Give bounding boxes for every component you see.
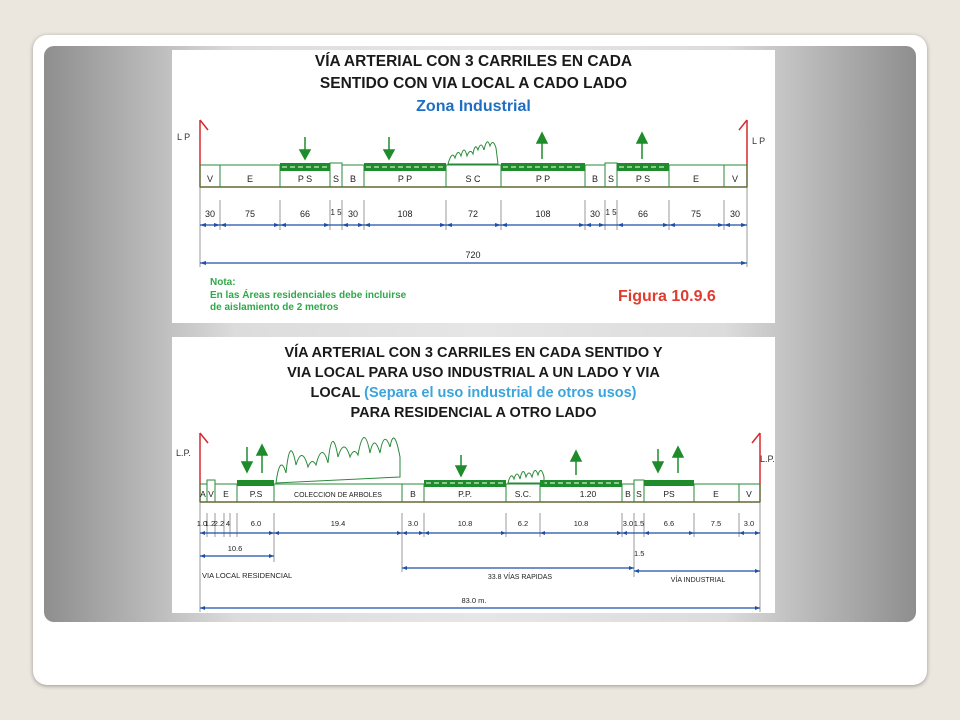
arrow-up-icon (673, 447, 683, 473)
dimension-value: 6.6 (663, 519, 675, 528)
dimension-value: 1.5 (633, 519, 645, 528)
arrow-up-icon (637, 133, 647, 159)
diagram2-title-line1: VÍA ARTERIAL CON 3 CARRILES EN CADA SENTIDO Y (284, 345, 663, 361)
zone-label: V (208, 489, 214, 499)
title-parenthetical: (Separa el uso industrial de otros usos) (364, 385, 637, 401)
arrow-up-icon (571, 451, 581, 475)
figure-label: Figura 10.9.6 (618, 288, 716, 305)
group-dimension-value: 33.8 VÍAS RAPIDAS (487, 574, 553, 581)
note-line: de aislamiento de 2 metros (210, 302, 339, 313)
dimension-value: 7.5 (710, 519, 722, 528)
diagram2-title-line2: VIA LOCAL PARA USO INDUSTRIAL A UN LADO Y VIA (287, 365, 660, 381)
dimension-value: 3.0 (407, 519, 419, 528)
zone-label: E (246, 174, 254, 184)
arrow-up-icon (257, 445, 267, 473)
dimension-value: 66 (299, 209, 311, 219)
zone-label: B (410, 489, 416, 499)
dimension-value: 30 (204, 209, 216, 219)
lp-label-right: L.P. (760, 454, 775, 464)
zone-label: B (349, 174, 357, 184)
note-line: En las Áreas residenciales debe incluirse (210, 289, 407, 301)
zone-label: A (200, 489, 206, 499)
dimension-value: 10.8 (573, 519, 589, 528)
zone-label: B (625, 489, 631, 499)
zone-label: 1.20 (579, 489, 597, 499)
pavement-ps (237, 480, 274, 486)
zone-label: S C (465, 174, 481, 184)
zone-label: P P (397, 174, 413, 184)
tree-vegetation (276, 437, 400, 483)
zone-label: S (607, 174, 615, 184)
dimension-value: 108 (397, 209, 413, 219)
zone-label: E (692, 174, 700, 184)
zone-label: S (636, 489, 642, 499)
zone-label: V (731, 174, 739, 184)
diagram-panel-1 (172, 50, 775, 323)
dimension-value: 30 (347, 209, 359, 219)
dimension-value: 72 (467, 209, 479, 219)
diagram1-subtitle: Zona Industrial (416, 98, 531, 115)
dimension-value: 2.2 (213, 519, 225, 528)
total-dimension-value: 720 (465, 250, 481, 260)
dimension-value: 66 (637, 209, 649, 219)
zone-label: P.S (249, 489, 263, 499)
dimension-value: 3.0 (743, 519, 755, 528)
arrow-down-icon (242, 447, 252, 472)
arrow-up-icon (537, 133, 547, 159)
note-line: Nota: (210, 277, 236, 288)
dimension-value: 1.2 (204, 519, 216, 528)
arrow-down-icon (653, 449, 663, 472)
tree-vegetation (448, 142, 498, 164)
zone-label: E (223, 489, 229, 499)
dimension-value: 30 (729, 209, 741, 219)
zone-label: PS (663, 489, 675, 499)
arrow-down-icon (300, 137, 310, 159)
zone-label: COLECCION DE ARBOLES (294, 492, 382, 499)
diagram-panel-2 (172, 337, 775, 613)
dimension-value: 1.0 (196, 519, 208, 528)
group-dimension-value: 10.6 (227, 544, 243, 553)
zone-label: V (206, 174, 214, 184)
dimension-value: 75 (690, 209, 702, 219)
dimension-value: 10.8 (457, 519, 473, 528)
lp-label-left: L P (177, 132, 191, 142)
arrow-down-icon (456, 455, 466, 476)
dimension-value: 6.0 (250, 519, 262, 528)
dimension-value: 19.4 (330, 519, 346, 528)
arrow-down-icon (384, 137, 394, 159)
group-dimension-value: 1.5 (634, 549, 645, 558)
dimension-value: 4 (225, 519, 231, 528)
total-dimension-value: 83.0 m. (461, 596, 487, 605)
pavement-ps (644, 480, 694, 486)
zone-label: E (713, 489, 719, 499)
zone-label: P P (535, 174, 551, 184)
tree-vegetation (508, 470, 544, 483)
diagram1-title-line2: SENTIDO CON VIA LOCAL A CADO LADO (319, 75, 628, 92)
diagram2-cross-section (172, 337, 775, 613)
note-text (210, 277, 406, 315)
zone-label: P S (635, 174, 651, 184)
zone-label: P.P. (458, 489, 472, 499)
dimension-value: 1 5 (605, 208, 617, 217)
zone-label: P S (297, 174, 313, 184)
zone-label: B (591, 174, 599, 184)
dimension-value: 3.0 (622, 519, 634, 528)
group-label: VIA LOCAL RESIDENCIAL (202, 571, 293, 580)
zone-label: V (746, 489, 752, 499)
dimension-value: 30 (589, 209, 601, 219)
title-text: LOCAL (310, 385, 365, 401)
diagram2-title-line4: PARA RESIDENCIAL A OTRO LADO (350, 405, 597, 421)
group-label: VÍA INDUSTRIAL (670, 577, 726, 584)
dimension-value: 75 (244, 209, 256, 219)
lp-label-left: L.P. (176, 448, 191, 458)
dimension-value: 1 5 (330, 208, 342, 217)
zone-label: S (332, 174, 340, 184)
zone-label: S.C. (514, 489, 532, 499)
dimension-value: 6.2 (517, 519, 529, 528)
dimension-value: 108 (535, 209, 551, 219)
lp-label-right: L P (752, 136, 766, 146)
diagram1-title-line1: VÍA ARTERIAL CON 3 CARRILES EN CADA (314, 53, 633, 70)
